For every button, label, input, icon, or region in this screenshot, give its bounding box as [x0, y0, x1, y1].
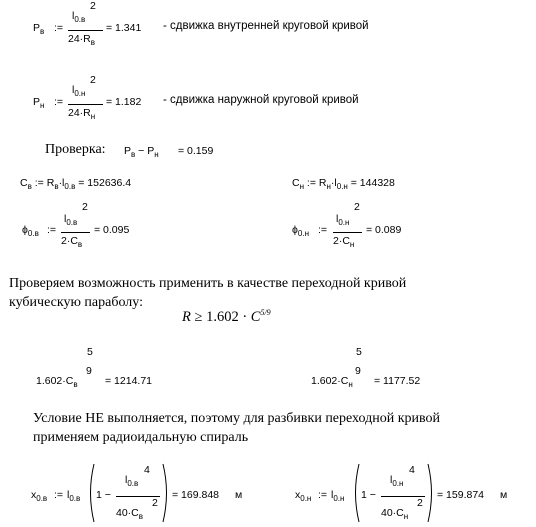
pown-exp-denominator: 9: [355, 365, 361, 377]
phiv-fraction-bar: [61, 232, 90, 233]
phin-result: = 0.089: [366, 224, 402, 236]
pn-fraction-bar: [68, 104, 103, 105]
phiv-denominator: $2\cdot C_в$: [61, 235, 83, 249]
cn-formula: $C_н$ := $R_н\cdot l_{0.н} = 144328$: [292, 177, 395, 191]
check-label: Проверка:: [45, 142, 106, 157]
phiv-result: = 0.095: [94, 224, 130, 236]
xn-unit: м: [500, 489, 508, 501]
pn-comment: - сдвижка наружной круговой кривой: [163, 94, 359, 106]
xn-den-power: 2: [417, 497, 423, 509]
xn-right-paren: [427, 463, 435, 523]
xn-lhs: $x_{0.н}$: [295, 489, 312, 503]
pv-comment: - сдвижка внутренней круговой кривой: [163, 20, 369, 32]
cv-formula: $C_в$ := $R_в\cdot l_{0.в} = 152636.4$: [20, 177, 132, 191]
pv-lhs: $P_в$: [33, 22, 45, 36]
pv-fraction-bar: [68, 30, 103, 31]
pn-assign: :=: [54, 96, 64, 108]
paragraph-2-line-1: Условие НЕ выполняется, поэтому для разбивки переходной кривой: [33, 411, 441, 426]
xv-denominator: $40\cdot C_в$: [116, 507, 144, 521]
xn-factor: $l_{0.н}$: [331, 489, 345, 503]
paragraph-1-line-2: кубическую параболу:: [9, 295, 143, 310]
xv-factor: $l_{0.в}$: [67, 489, 81, 503]
xv-left-paren: [87, 463, 95, 523]
powv-exp-numerator: 5: [87, 346, 93, 358]
paragraph-2-line-2: применяем радиоидальную спираль: [33, 430, 249, 445]
criterion-formula: $R \ge 1.602 \cdot C^{5/9}$: [182, 308, 271, 325]
phin-numerator: $l_{0.н}$: [336, 213, 350, 227]
pown-result: = 1177.52: [374, 375, 421, 387]
xv-right-paren: [162, 463, 170, 523]
pv-result: = 1.341: [106, 22, 142, 34]
xv-result: = 169.848: [172, 489, 220, 501]
check-expression: $P_в - P_н$: [124, 145, 159, 159]
xn-num-power: 4: [409, 464, 415, 476]
phiv-num-power: 2: [82, 201, 88, 213]
powv-base: $1.602\cdot C_в$: [36, 375, 78, 389]
xn-assign: :=: [318, 489, 328, 501]
phin-denominator: $2\cdot C_н$: [333, 235, 355, 249]
xv-one-minus: 1 −: [96, 489, 111, 501]
pv-assign: :=: [54, 22, 64, 34]
powv-exp-denominator: 9: [86, 365, 92, 377]
xv-lhs: $x_{0.в}$: [31, 489, 48, 503]
phiv-assign: :=: [47, 224, 57, 236]
pv-numerator: $l_{0.в}$: [72, 10, 86, 24]
paragraph-1-line-1: Проверяем возможность применить в качестве переходной кривой: [9, 276, 407, 291]
xn-left-paren: [352, 463, 360, 523]
pn-num-power: 2: [90, 74, 96, 86]
xv-numerator: $l_{0.в}$: [125, 474, 139, 488]
pv-num-power: 2: [90, 0, 96, 12]
xn-numerator: $l_{0.н}$: [390, 474, 404, 488]
check-result: = 0.159: [178, 145, 214, 157]
phin-assign: :=: [318, 224, 328, 236]
xv-den-power: 2: [152, 497, 158, 509]
pown-exp-numerator: 5: [356, 346, 362, 358]
pn-result: = 1.182: [106, 96, 142, 108]
phin-lhs: $\phi_{0.н}$: [292, 224, 309, 238]
xn-result: = 159.874: [437, 489, 485, 501]
pown-base: $1.602\cdot C_н$: [311, 375, 353, 389]
pn-lhs: $P_н$: [33, 96, 45, 110]
powv-result: = 1214.71: [105, 375, 153, 387]
pv-denominator: $24\cdot R_в$: [68, 33, 96, 47]
pn-denominator: $24\cdot R_н$: [68, 107, 96, 121]
xv-num-power: 4: [144, 464, 150, 476]
phiv-numerator: $l_{0.в}$: [64, 213, 78, 227]
phin-num-power: 2: [354, 201, 360, 213]
phiv-lhs: $\phi_{0.в}$: [22, 224, 39, 238]
xv-unit: м: [235, 489, 243, 501]
xn-one-minus: 1 −: [361, 489, 376, 501]
xv-assign: :=: [54, 489, 64, 501]
pn-numerator: $l_{0.н}$: [72, 84, 86, 98]
xn-denominator: $40\cdot C_н$: [381, 507, 409, 521]
phin-fraction-bar: [333, 232, 362, 233]
